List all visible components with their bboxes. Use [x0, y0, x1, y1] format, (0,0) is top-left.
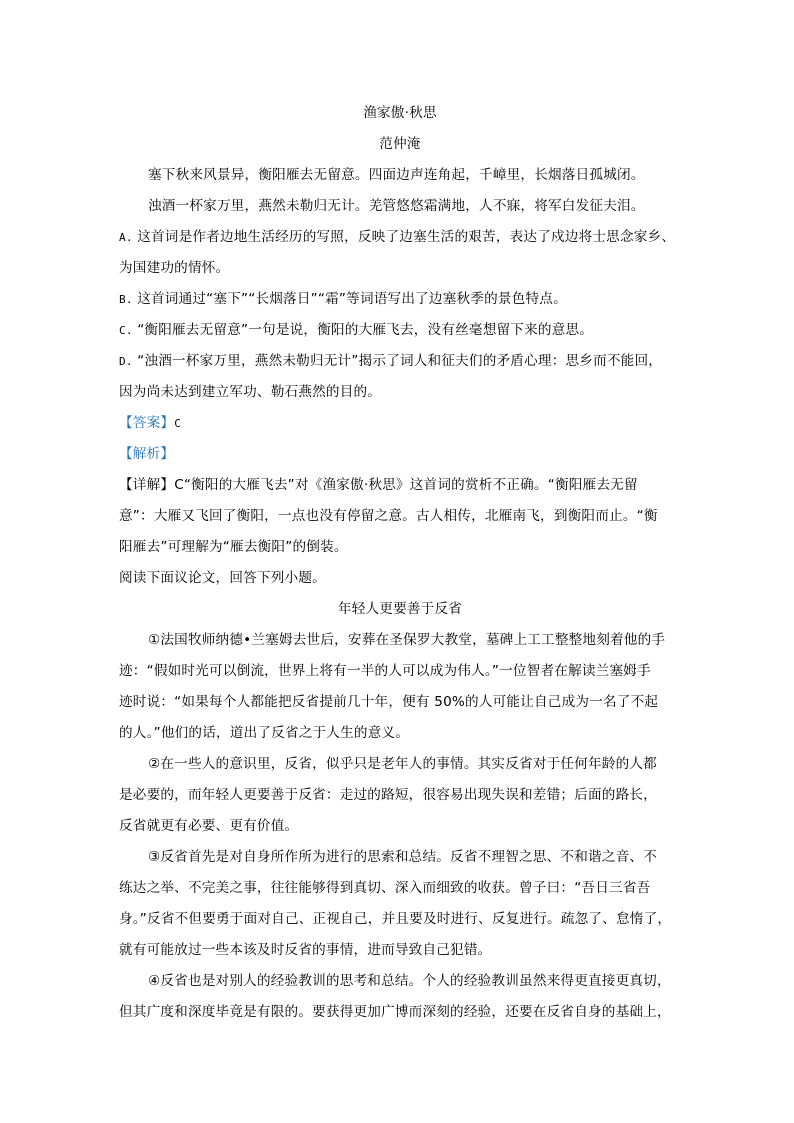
detail-line: 意”：大雁又飞回了衡阳，一点也没有停留之意。古人相传，北雁南飞，到衡阳而止。“衡	[119, 508, 658, 524]
option-c: C. “衡阳雁去无留意”一句是说，衡阳的大雁飞去，没有丝毫想留下来的意思。	[119, 322, 594, 338]
poem-line: 塞下秋来风景异，衡阳雁去无留意。四面边声连角起，千嶂里，长烟落日孤城闭。	[148, 167, 645, 183]
essay-line: 的人。”他们的话，道出了反省之于人生的意义。	[119, 725, 410, 741]
option-b: B. 这首词通过“塞下”“长烟落日”“霜”等词语写出了边塞秋季的景色特点。	[119, 291, 567, 307]
analysis-row	[119, 439, 681, 470]
detail-line: 阳雁去”可理解为“雁去衡阳”的倒装。	[119, 539, 348, 555]
answer-row	[119, 408, 681, 439]
essay-line: ①法国牧师纳德•兰塞姆去世后，安葬在圣保罗大教堂，墓碑上工工整整地刻着他的手	[148, 632, 666, 648]
option-letter: D.	[119, 355, 133, 368]
answer-value: C	[174, 417, 182, 430]
poem-title: 渔家傲·秋思	[363, 105, 437, 121]
poem-author: 范仲淹	[379, 136, 421, 152]
analysis-label: 【解析】	[119, 446, 175, 462]
answer-label: 【答案】	[119, 415, 175, 431]
essay-line: 练达之举、不完美之事，往往能够得到真切、深入而细致的收获。曾子曰：“吾日三省吾	[119, 880, 651, 896]
essay-line: 迹：“假如时光可以倒流，世界上将有一半的人可以成为伟人。”一位智者在解读兰塞姆手	[119, 663, 651, 679]
option-letter: A.	[119, 231, 133, 244]
instruction: 阅读下面议论文，回答下列小题。	[119, 570, 326, 586]
detail-label: 【详解】	[119, 477, 175, 493]
essay-line: 但其广度和深度毕竟是有限的。要获得更加广博而深刻的经验，还要在反省自身的基础上，	[119, 1004, 671, 1020]
essay-title: 年轻人更要善于反省	[337, 601, 463, 617]
option-a-cont: 为国建功的情怀。	[119, 260, 230, 276]
essay-line: 就有可能放过一些本该及时反省的事情，进而导致自己犯错。	[119, 942, 492, 958]
option-d: D. “浊酒一杯家万里，燕然未勒归无计”揭示了词人和征夫们的矛盾心理：思乡而不能回，	[119, 353, 663, 369]
essay-line: 身。”反省不但要勇于面对自己、正视自己，并且要及时进行、反复进行。疏忽了、怠惰了，	[119, 911, 672, 927]
essay-line: ③反省首先是对自身所作所为进行的思索和总结。反省不理智之思、不和谐之音、不	[148, 849, 657, 865]
essay-line: 反省就更有必要、更有价值。	[119, 818, 299, 834]
document-page	[119, 98, 681, 1028]
essay-line: 是必要的，而年轻人更要善于反省：走过的路短，很容易出现失误和差错；后面的路长，	[119, 787, 657, 803]
option-letter: B.	[119, 293, 133, 306]
essay-line: 迹时说：“如果每个人都能把反省提前几十年，便有 50%的人可能让自己成为一名了不起	[119, 694, 659, 710]
option-letter: C.	[119, 324, 133, 337]
option-d-cont: 因为尚未达到建立军功、勒石燕然的目的。	[119, 384, 382, 400]
essay-line: ②在一些人的意识里，反省，似乎只是老年人的事情。其实反省对于任何年龄的人都	[148, 756, 657, 772]
option-a: A. 这首词是作者边地生活经历的写照，反映了边塞生活的艰苦，表达了戍边将士思念家乡、	[119, 229, 676, 245]
essay-line: ④反省也是对别人的经验教训的思考和总结。个人的经验教训虽然来得更直接更真切，	[148, 973, 671, 989]
detail-line: 【详解】C“衡阳的大雁飞去”对《渔家傲·秋思》这首词的赏析不正确。“衡阳雁去无留	[119, 477, 638, 493]
poem-line: 浊酒一杯家万里，燕然未勒归无计。羌管悠悠霜满地，人不寐，将军白发征夫泪。	[148, 198, 645, 214]
